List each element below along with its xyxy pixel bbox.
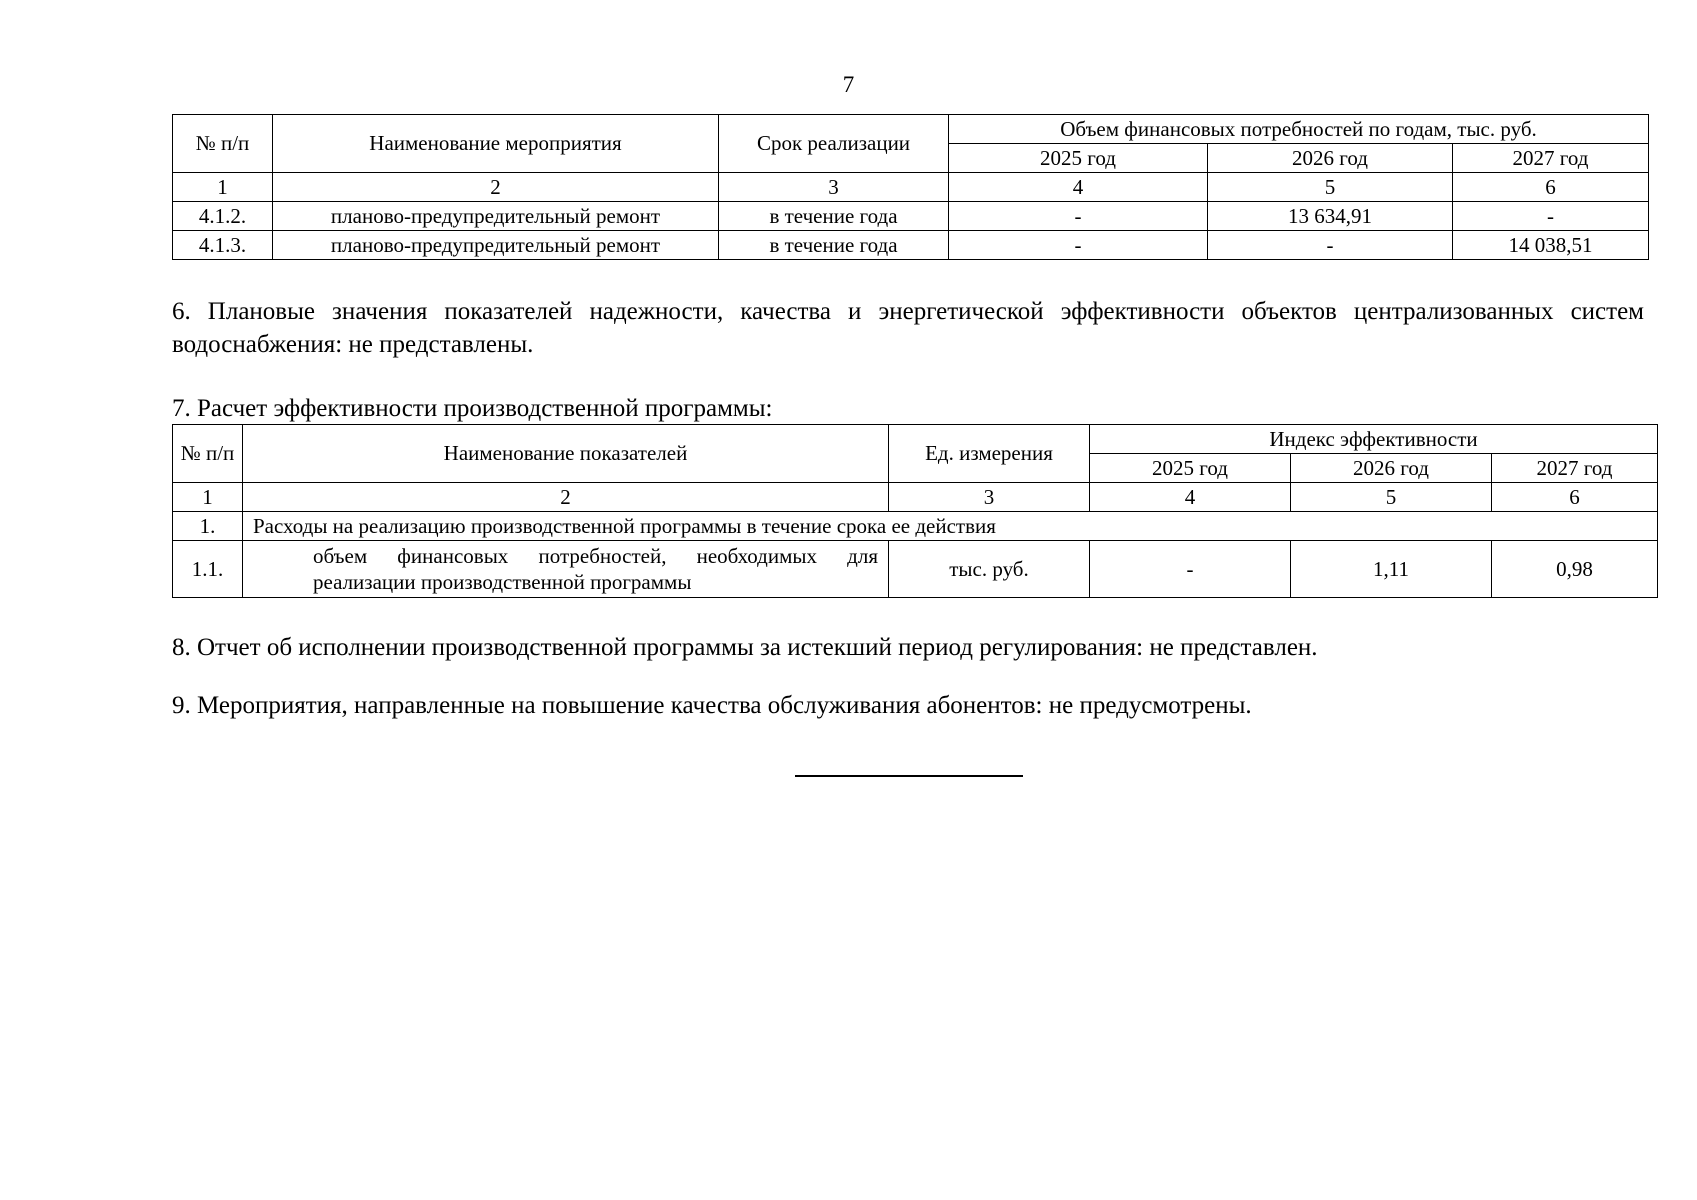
financial-needs-table xyxy=(172,114,1649,260)
table-header-row xyxy=(173,115,1649,144)
table-header-row xyxy=(173,425,1658,454)
section-6-paragraph: 6. Плановые значения показателей надежности, качества и энергетической эффективности объектов централизованных систем водоснабжения: не представлены. xyxy=(172,298,1644,358)
table-group-row xyxy=(173,512,1658,541)
section-9-paragraph: 9. Мероприятия, направленные на повышение качества обслуживания абонентов: не предусмотрены. xyxy=(172,692,1252,719)
header-finance: Объем финансовых потребностей по годам, тыс. руб. xyxy=(949,115,1649,144)
row-value-2025: - xyxy=(949,231,1208,260)
table-row xyxy=(173,202,1649,231)
row-value-2026: 13 634,91 xyxy=(1208,202,1453,231)
section-8-paragraph: 8. Отчет об исполнении производственной программы за истекший период регулирования: не представлен. xyxy=(172,634,1318,661)
header-year-2027: 2027 год xyxy=(1453,144,1649,173)
header-num: № п/п xyxy=(173,115,273,173)
header-indicator-name: Наименование показателей xyxy=(243,425,889,483)
column-number: 1 xyxy=(173,483,243,512)
efficiency-table xyxy=(172,424,1658,598)
header-year-2025: 2025 год xyxy=(1090,454,1291,483)
header-year-2026: 2026 год xyxy=(1208,144,1453,173)
row-indicator-name: объем финансовых потребностей, необходимых для реализации производственной программы xyxy=(243,541,889,598)
page-number: 7 xyxy=(842,72,855,97)
column-number-row xyxy=(173,173,1649,202)
header-term: Срок реализации xyxy=(719,115,949,173)
row-num: 1.1. xyxy=(173,541,243,598)
column-number: 1 xyxy=(173,173,273,202)
column-number: 6 xyxy=(1453,173,1649,202)
row-value-2026: 1,11 xyxy=(1291,541,1492,598)
column-number: 4 xyxy=(949,173,1208,202)
column-number: 5 xyxy=(1208,173,1453,202)
column-number: 2 xyxy=(243,483,889,512)
group-num: 1. xyxy=(173,512,243,541)
group-title: Расходы на реализацию производственной программы в течение срока ее действия xyxy=(243,512,1658,541)
row-term: в течение года xyxy=(719,202,949,231)
row-num: 4.1.2. xyxy=(173,202,273,231)
row-value-2025: - xyxy=(949,202,1208,231)
column-number: 3 xyxy=(719,173,949,202)
row-value-2026: - xyxy=(1208,231,1453,260)
column-number: 5 xyxy=(1291,483,1492,512)
row-event-name: планово-предупредительный ремонт xyxy=(273,231,719,260)
column-number: 4 xyxy=(1090,483,1291,512)
column-number-row xyxy=(173,483,1658,512)
header-event-name: Наименование мероприятия xyxy=(273,115,719,173)
header-year-2025: 2025 год xyxy=(949,144,1208,173)
header-year-2026: 2026 год xyxy=(1291,454,1492,483)
table-row xyxy=(173,541,1658,598)
closing-rule xyxy=(795,775,1023,777)
column-number: 6 xyxy=(1492,483,1658,512)
row-value-2027: 0,98 xyxy=(1492,541,1658,598)
table-row xyxy=(173,231,1649,260)
row-value-2027: 14 038,51 xyxy=(1453,231,1649,260)
row-value-2025: - xyxy=(1090,541,1291,598)
header-unit: Ед. измерения xyxy=(889,425,1090,483)
header-efficiency-index: Индекс эффективности xyxy=(1090,425,1658,454)
header-year-2027: 2027 год xyxy=(1492,454,1658,483)
row-term: в течение года xyxy=(719,231,949,260)
header-num: № п/п xyxy=(173,425,243,483)
row-num: 4.1.3. xyxy=(173,231,273,260)
row-value-2027: - xyxy=(1453,202,1649,231)
column-number: 2 xyxy=(273,173,719,202)
section-7-heading: 7. Расчет эффективности производственной программы: xyxy=(172,395,773,422)
row-event-name: планово-предупредительный ремонт xyxy=(273,202,719,231)
row-unit: тыс. руб. xyxy=(889,541,1090,598)
column-number: 3 xyxy=(889,483,1090,512)
